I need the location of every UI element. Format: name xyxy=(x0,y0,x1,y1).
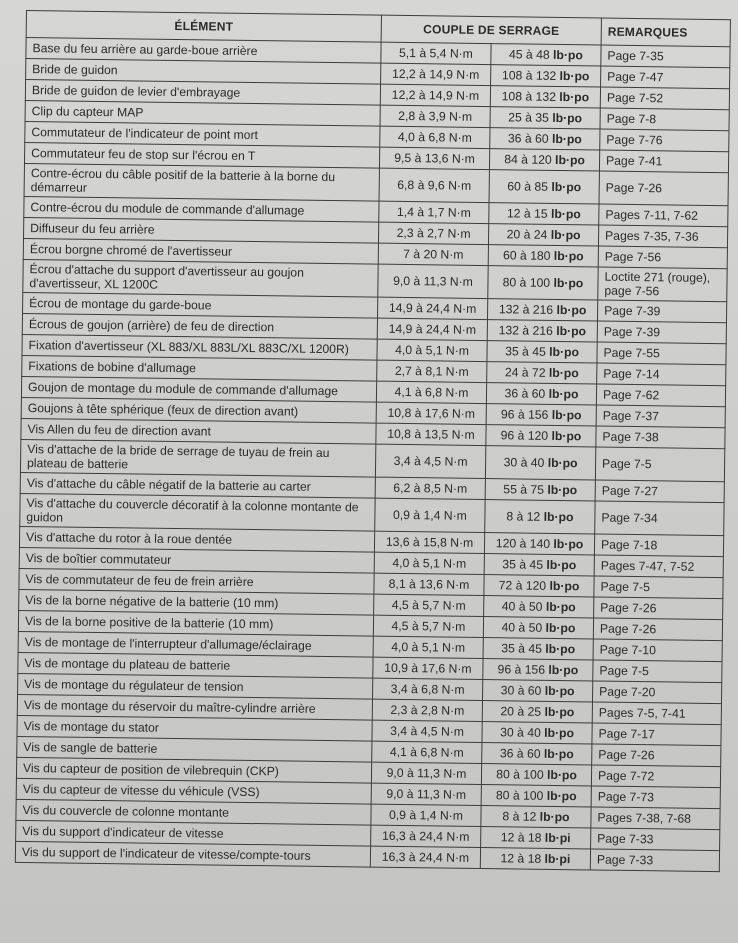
cell-torque-nm: 8,1 à 13,6 N·m xyxy=(374,573,484,595)
torque-lb-value: 20 à 24 xyxy=(506,227,548,242)
cell-torque-nm: 9,0 à 11,3 N·m xyxy=(371,783,481,805)
torque-lb-unit: lb·po xyxy=(549,344,580,360)
cell-remarks: Page 7-14 xyxy=(597,363,726,386)
cell-element: Vis d'attache du câble négatif de la batterie au carter xyxy=(20,472,375,498)
cell-torque-nm: 2,8 à 3,9 N·m xyxy=(380,105,490,127)
cell-torque-nm: 4,0 à 6,8 N·m xyxy=(380,126,490,148)
cell-remarks: Page 7-33 xyxy=(590,849,719,872)
cell-element: Vis de montage du régulateur de tension xyxy=(18,673,373,699)
torque-lb-unit: lb·po xyxy=(549,578,580,594)
cell-remarks: Page 7-55 xyxy=(597,342,726,365)
cell-torque-lb xyxy=(481,827,591,849)
cell-torque-lb xyxy=(483,617,593,639)
cell-torque-lb xyxy=(491,65,601,87)
torque-lb-unit: lb·po xyxy=(546,557,577,573)
torque-lb-unit: lb·po xyxy=(543,509,574,525)
cell-remarks: Page 7-8 xyxy=(600,108,729,131)
cell-remarks: Page 7-20 xyxy=(592,681,721,704)
torque-lb-value: 30 à 40 xyxy=(503,455,545,470)
cell-torque-lb xyxy=(489,149,599,171)
cell-torque-lb xyxy=(482,743,592,765)
header-element: ÉLÉMENT xyxy=(26,11,381,43)
cell-element: Vis de montage du réservoir du maître-cylindre arrière xyxy=(17,694,372,720)
cell-torque-nm: 13,6 à 15,8 N·m xyxy=(374,531,484,553)
cell-torque-lb xyxy=(486,404,596,426)
cell-torque-nm: 4,0 à 5,1 N·m xyxy=(373,636,483,658)
cell-element: Clip du capteur MAP xyxy=(25,100,380,126)
cell-remarks: Page 7-26 xyxy=(593,618,722,641)
torque-lb-unit: lb·po xyxy=(544,704,575,720)
cell-remarks: Page 7-37 xyxy=(596,405,725,428)
torque-lb-value: 8 à 12 xyxy=(502,809,537,824)
torque-lb-unit: lb·po xyxy=(551,428,582,444)
cell-torque-lb xyxy=(490,128,600,150)
torque-lb-value: 35 à 45 xyxy=(502,557,544,572)
cell-torque-nm: 2,3 à 2,7 N·m xyxy=(378,222,488,244)
cell-torque-lb xyxy=(489,170,599,204)
cell-torque-nm: 4,5 à 5,7 N·m xyxy=(374,594,484,616)
cell-remarks: Page 7-38 xyxy=(596,426,725,449)
cell-torque-lb xyxy=(490,107,600,129)
torque-lb-value: 40 à 50 xyxy=(501,599,543,614)
torque-lb-value: 60 à 180 xyxy=(502,248,551,263)
torque-table xyxy=(15,10,731,872)
torque-lb-value: 36 à 60 xyxy=(499,746,541,761)
cell-element: Vis d'attache du rotor à la roue dentée xyxy=(19,526,374,552)
cell-torque-lb xyxy=(488,266,598,300)
header-remarks: REMARQUES xyxy=(601,18,730,47)
cell-torque-nm: 16,3 à 24,4 N·m xyxy=(371,825,481,847)
torque-lb-unit: lb·po xyxy=(550,206,581,222)
cell-torque-nm: 10,9 à 17,6 N·m xyxy=(373,657,483,679)
cell-element: Fixation d'avertisseur (XL 883/XL 883L/XL 883C/XL 1200R) xyxy=(22,334,377,360)
torque-lb-value: 108 à 132 xyxy=(501,68,557,83)
cell-torque-lb xyxy=(486,425,596,447)
cell-remarks: Page 7-52 xyxy=(600,87,729,110)
torque-lb-value: 72 à 120 xyxy=(498,578,547,593)
cell-remarks: Page 7-5 xyxy=(593,660,722,683)
torque-lb-unit: lb·po xyxy=(559,68,590,84)
cell-torque-lb xyxy=(482,701,592,723)
cell-torque-nm: 3,4 à 4,5 N·m xyxy=(375,444,485,478)
cell-remarks: Page 7-39 xyxy=(597,300,726,323)
cell-remarks: Pages 7-11, 7-62 xyxy=(599,204,728,227)
torque-lb-unit: lb·po xyxy=(547,482,578,498)
torque-lb-value: 36 à 60 xyxy=(507,131,549,146)
cell-element: Vis Allen du feu de direction avant xyxy=(21,418,376,444)
table-body xyxy=(15,38,730,872)
cell-remarks: Page 7-76 xyxy=(600,129,729,152)
cell-torque-lb xyxy=(486,383,596,405)
torque-lb-value: 60 à 85 xyxy=(507,179,549,194)
cell-torque-lb xyxy=(482,722,592,744)
cell-torque-lb xyxy=(490,86,600,108)
cell-element: Vis du capteur de vitesse du véhicule (VSS) xyxy=(16,778,371,804)
cell-remarks: Loctite 271 (rouge), page 7-56 xyxy=(598,267,727,302)
torque-lb-unit: lb·po xyxy=(548,386,579,402)
torque-lb-unit: lb·pi xyxy=(544,830,571,846)
header-torque: COUPLE DE SERRAGE xyxy=(381,15,601,45)
cell-torque-nm: 7 à 20 N·m xyxy=(378,243,488,265)
cell-remarks: Page 7-27 xyxy=(595,480,724,503)
torque-lb-unit: lb·po xyxy=(553,275,584,291)
cell-remarks: Page 7-26 xyxy=(599,171,728,206)
cell-torque-nm: 10,8 à 17,6 N·m xyxy=(376,402,486,424)
torque-lb-value: 80 à 100 xyxy=(495,788,544,803)
torque-lb-unit: lb·po xyxy=(556,323,587,339)
torque-lb-value: 132 à 216 xyxy=(498,302,554,317)
cell-torque-lb xyxy=(484,596,594,618)
cell-torque-nm: 9,5 à 13,6 N·m xyxy=(379,147,489,169)
torque-lb-unit: lb·po xyxy=(546,767,577,783)
cell-element: Goujon de montage du module de commande d'allumage xyxy=(21,376,376,402)
cell-torque-nm: 2,3 à 2,8 N·m xyxy=(372,699,482,721)
cell-remarks: Page 7-73 xyxy=(591,786,720,809)
cell-element: Goujons à tête sphérique (feux de direction avant) xyxy=(21,397,376,423)
cell-torque-nm: 2,7 à 8,1 N·m xyxy=(377,360,487,382)
cell-remarks: Pages 7-38, 7-68 xyxy=(591,807,720,830)
torque-lb-unit: lb·pi xyxy=(544,851,571,867)
cell-torque-nm: 14,9 à 24,4 N·m xyxy=(377,297,487,319)
cell-remarks: Page 7-26 xyxy=(592,744,721,767)
cell-torque-nm: 1,4 à 1,7 N·m xyxy=(379,201,489,223)
cell-element: Commutateur feu de stop sur l'écrou en T xyxy=(24,142,379,168)
cell-remarks: Page 7-72 xyxy=(591,765,720,788)
cell-torque-nm: 4,1 à 6,8 N·m xyxy=(376,381,486,403)
cell-element: Fixations de bobine d'allumage xyxy=(22,355,377,381)
cell-torque-nm: 0,9 à 1,4 N·m xyxy=(371,804,481,826)
cell-element: Vis de montage du stator xyxy=(17,715,372,741)
torque-lb-unit: lb·po xyxy=(543,746,574,762)
cell-element: Vis de la borne négative de la batterie (10 mm) xyxy=(19,589,374,615)
cell-torque-lb xyxy=(487,341,597,363)
cell-remarks: Page 7-41 xyxy=(599,150,728,173)
cell-torque-lb xyxy=(487,299,597,321)
torque-lb-value: 12 à 18 xyxy=(500,830,542,845)
torque-lb-unit: lb·po xyxy=(552,110,583,126)
cell-torque-nm: 4,5 à 5,7 N·m xyxy=(373,615,483,637)
torque-lb-unit: lb·po xyxy=(546,788,577,804)
torque-lb-unit: lb·po xyxy=(551,131,582,147)
cell-torque-lb xyxy=(483,680,593,702)
cell-torque-lb xyxy=(488,245,598,267)
cell-torque-lb xyxy=(484,533,594,555)
cell-element: Diffuseur du feu arrière xyxy=(24,217,379,243)
cell-torque-nm: 10,8 à 13,5 N·m xyxy=(376,423,486,445)
torque-lb-unit: lb·po xyxy=(553,536,584,552)
cell-element: Vis d'attache de la bride de serrage de tuyau de frein au plateau de batterie xyxy=(20,439,375,477)
cell-torque-nm: 3,4 à 6,8 N·m xyxy=(373,678,483,700)
torque-lb-unit: lb·po xyxy=(547,455,578,471)
torque-lb-value: 12 à 15 xyxy=(506,206,548,221)
cell-element: Vis de la borne positive de la batterie (10 mm) xyxy=(18,610,373,636)
torque-lb-value: 20 à 25 xyxy=(500,704,542,719)
cell-remarks: Page 7-10 xyxy=(593,639,722,662)
cell-torque-nm: 9,0 à 11,3 N·m xyxy=(378,264,488,298)
cell-element: Bride de guidon xyxy=(26,59,381,85)
cell-torque-nm: 0,9 à 1,4 N·m xyxy=(375,498,485,532)
torque-lb-value: 96 à 156 xyxy=(500,407,549,422)
cell-remarks: Page 7-35 xyxy=(601,45,730,68)
torque-lb-value: 84 à 120 xyxy=(504,152,552,167)
torque-lb-unit: lb·po xyxy=(544,725,575,741)
cell-remarks: Page 7-5 xyxy=(594,576,723,599)
torque-lb-unit: lb·po xyxy=(548,365,579,381)
cell-element: Commutateur de l'indicateur de point mort xyxy=(25,121,380,147)
cell-torque-lb xyxy=(485,479,595,501)
torque-lb-value: 45 à 48 xyxy=(508,47,550,62)
cell-remarks: Page 7-26 xyxy=(594,597,723,620)
cell-remarks: Page 7-56 xyxy=(598,246,727,269)
cell-torque-nm: 6,8 à 9,6 N·m xyxy=(379,168,489,202)
torque-lb-value: 30 à 60 xyxy=(500,683,542,698)
cell-element: Écrou de montage du garde-boue xyxy=(23,292,378,318)
torque-lb-value: 35 à 45 xyxy=(501,641,543,656)
torque-lb-value: 12 à 18 xyxy=(500,851,542,866)
cell-element: Écrou d'attache du support d'avertisseur au goujon d'avertisseur, XL 1200C xyxy=(23,259,378,297)
cell-torque-nm: 4,0 à 5,1 N·m xyxy=(377,339,487,361)
cell-element: Vis de montage de l'interrupteur d'allumage/éclairage xyxy=(18,631,373,657)
cell-torque-nm: 6,2 à 8,5 N·m xyxy=(375,477,485,499)
cell-torque-nm: 14,9 à 24,4 N·m xyxy=(377,318,487,340)
cell-element: Base du feu arrière au garde-boue arrière xyxy=(26,38,381,64)
cell-torque-nm: 9,0 à 11,3 N·m xyxy=(371,762,481,784)
torque-lb-value: 25 à 35 xyxy=(508,110,549,125)
cell-torque-lb xyxy=(485,446,595,480)
torque-lb-unit: lb·po xyxy=(550,227,581,243)
cell-torque-lb xyxy=(484,554,594,576)
cell-element: Vis du support de l'indicateur de vitesse/compte-tours xyxy=(15,841,370,867)
cell-torque-lb xyxy=(489,203,599,225)
cell-element: Vis du couvercle de colonne montante xyxy=(16,799,371,825)
torque-lb-value: 30 à 40 xyxy=(500,725,541,740)
cell-torque-lb xyxy=(480,848,590,870)
cell-remarks: Page 7-62 xyxy=(596,384,725,407)
cell-element: Vis de montage du plateau de batterie xyxy=(18,652,373,678)
cell-torque-lb xyxy=(485,500,595,534)
cell-torque-nm: 12,2 à 14,9 N·m xyxy=(381,63,491,85)
cell-element: Vis d'attache du couvercle décoratif à la colonne montante de guidon xyxy=(20,493,375,531)
cell-element: Écrou borgne chromé de l'avertisseur xyxy=(23,238,378,264)
cell-remarks: Page 7-47 xyxy=(601,66,730,89)
torque-lb-unit: lb·po xyxy=(553,248,584,264)
torque-lb-unit: lb·po xyxy=(548,662,579,678)
torque-lb-unit: lb·po xyxy=(556,302,587,318)
torque-lb-value: 55 à 75 xyxy=(503,482,545,497)
torque-lb-unit: lb·po xyxy=(545,599,576,615)
cell-remarks: Pages 7-5, 7-41 xyxy=(592,702,721,725)
cell-remarks: Pages 7-47, 7-52 xyxy=(594,555,723,578)
torque-lb-unit: lb·po xyxy=(539,809,570,825)
torque-lb-value: 80 à 100 xyxy=(496,767,544,782)
cell-remarks: Page 7-39 xyxy=(597,321,726,344)
cell-torque-lb xyxy=(483,638,593,660)
torque-lb-value: 40 à 50 xyxy=(501,620,543,635)
cell-torque-lb xyxy=(481,806,591,828)
torque-lb-value: 96 à 120 xyxy=(500,428,549,443)
cell-remarks: Page 7-18 xyxy=(594,534,723,557)
torque-lb-value: 132 à 216 xyxy=(498,323,553,338)
cell-remarks: Page 7-33 xyxy=(591,828,720,851)
cell-torque-nm: 3,4 à 4,5 N·m xyxy=(372,720,482,742)
cell-torque-nm: 16,3 à 24,4 N·m xyxy=(370,846,480,868)
cell-torque-lb xyxy=(483,659,593,681)
cell-remarks: Page 7-17 xyxy=(592,723,721,746)
cell-torque-nm: 12,2 à 14,9 N·m xyxy=(380,84,490,106)
cell-torque-lb xyxy=(484,575,594,597)
torque-lb-value: 80 à 100 xyxy=(502,275,551,290)
torque-lb-value: 35 à 45 xyxy=(505,344,546,359)
cell-element: Vis de commutateur de feu de frein arrière xyxy=(19,568,374,594)
cell-torque-nm: 4,1 à 6,8 N·m xyxy=(372,741,482,763)
cell-torque-nm: 5,1 à 5,4 N·m xyxy=(381,42,491,64)
torque-lb-value: 96 à 156 xyxy=(497,662,546,677)
cell-torque-lb xyxy=(481,785,591,807)
cell-torque-lb xyxy=(487,362,597,384)
torque-lb-value: 24 à 72 xyxy=(504,365,546,380)
cell-torque-lb xyxy=(491,44,601,66)
cell-element: Vis du support d'indicateur de vitesse xyxy=(16,820,371,846)
cell-torque-lb xyxy=(488,224,598,246)
cell-element: Vis de sangle de batterie xyxy=(17,736,372,762)
torque-lb-unit: lb·po xyxy=(545,620,576,636)
torque-lb-unit: lb·po xyxy=(545,641,576,657)
torque-lb-unit: lb·po xyxy=(551,407,582,423)
cell-element: Contre-écrou du module de commande d'allumage xyxy=(24,196,379,222)
cell-element: Vis de boîtier commutateur xyxy=(19,547,374,573)
torque-lb-unit: lb·po xyxy=(559,89,590,105)
torque-lb-value: 8 à 12 xyxy=(506,509,541,524)
cell-element: Vis du capteur de position de vilebrequin (CKP) xyxy=(16,757,371,783)
cell-element: Bride de guidon de levier d'embrayage xyxy=(25,80,380,106)
cell-remarks: Page 7-34 xyxy=(595,501,724,536)
cell-torque-lb xyxy=(487,320,597,342)
cell-torque-nm: 4,0 à 5,1 N·m xyxy=(374,552,484,574)
torque-lb-value: 36 à 60 xyxy=(504,386,546,401)
torque-lb-unit: lb·po xyxy=(544,683,575,699)
torque-lb-unit: lb·po xyxy=(551,179,582,195)
cell-element: Contre-écrou du câble positif de la batterie à la borne du démarreur xyxy=(24,163,379,201)
torque-lb-unit: lb·po xyxy=(553,47,583,63)
cell-element: Écrous de goujon (arrière) de feu de direction xyxy=(22,313,377,339)
torque-lb-unit: lb·po xyxy=(555,152,585,168)
torque-lb-value: 108 à 132 xyxy=(501,89,557,104)
cell-remarks: Page 7-5 xyxy=(595,447,724,482)
cell-torque-lb xyxy=(481,764,591,786)
cell-remarks: Pages 7-35, 7-36 xyxy=(598,225,727,248)
torque-lb-value: 120 à 140 xyxy=(495,536,551,551)
